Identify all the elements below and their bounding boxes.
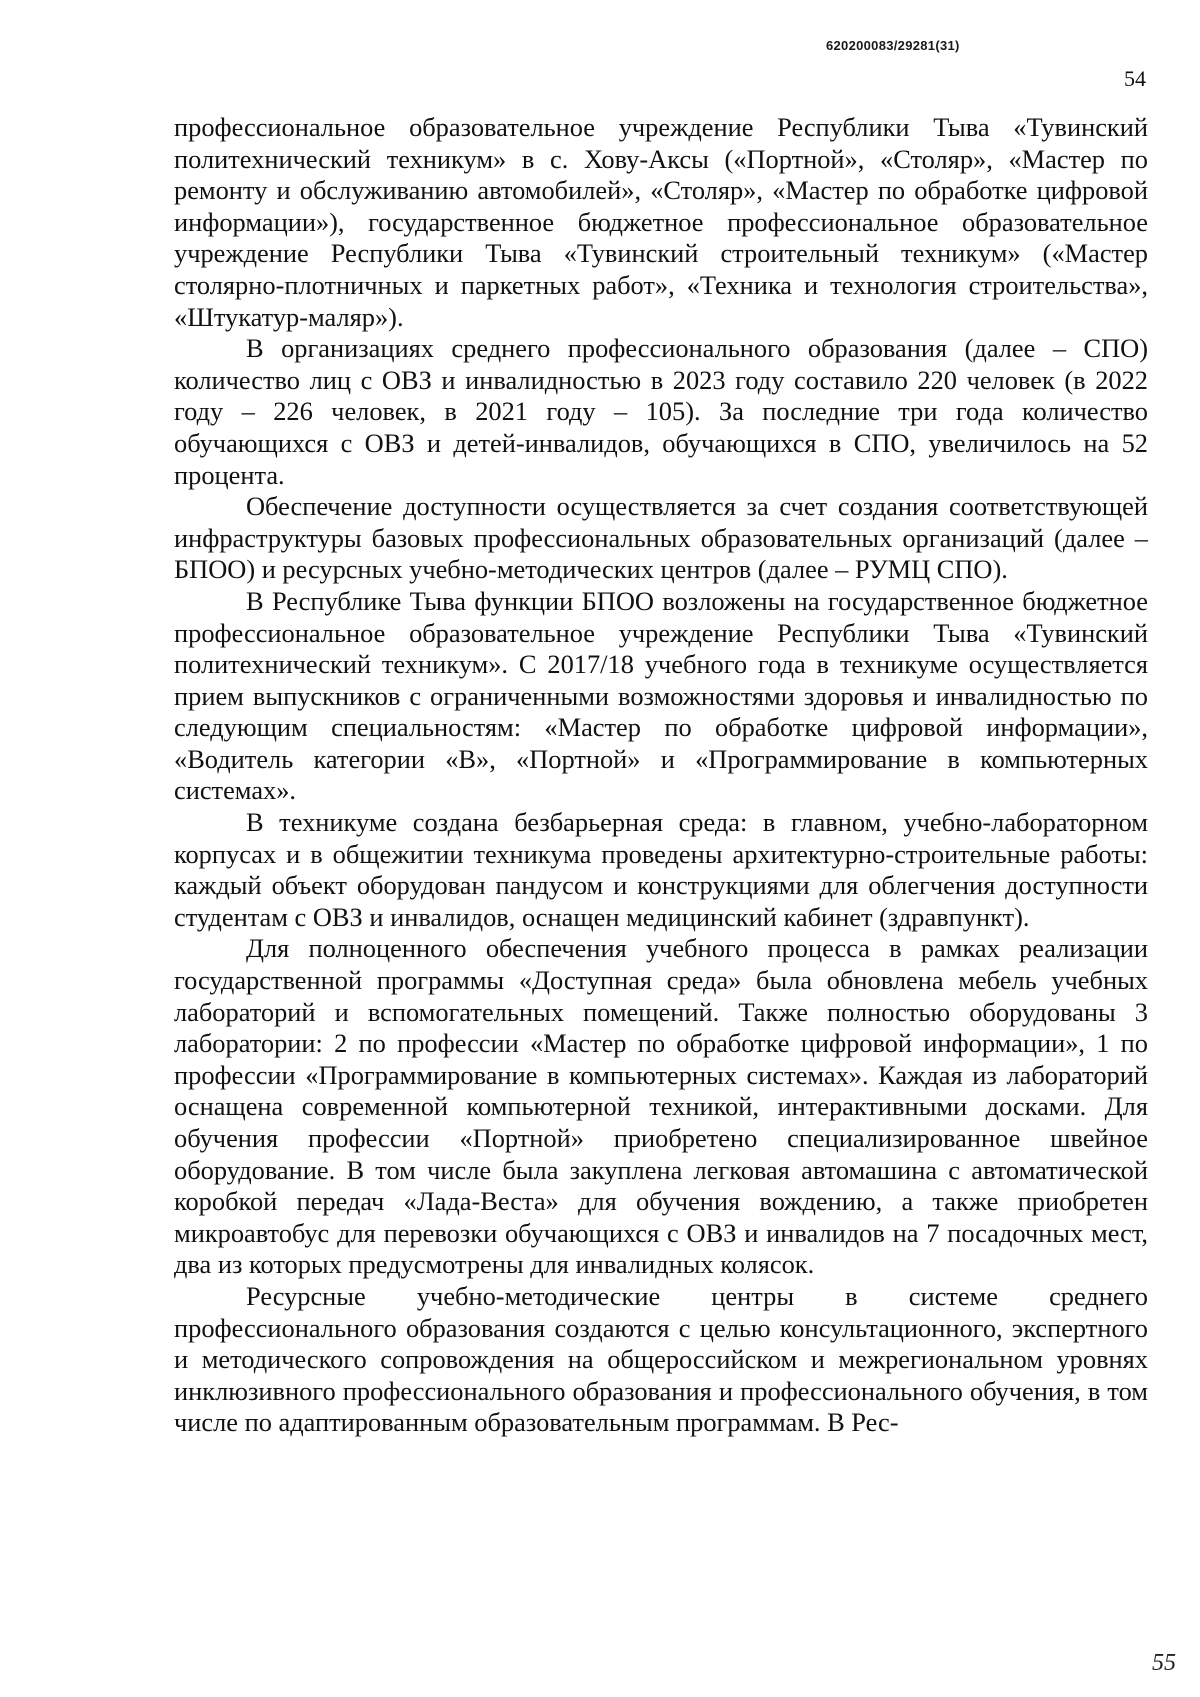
paragraph: В техникуме создана безбарьерная среда: в главном, учебно-лабораторном корпусах и в общежитии техникума проведены архитектурно-строительные работы: каждый объект оборудован пандусом и конструкциями для облегчения доступности студентам с ОВЗ и инвалидов, оснащен медицинский кабинет (здравпункт). xyxy=(174,807,1148,932)
document-body xyxy=(174,112,1148,1439)
paragraph: Обеспечение доступности осуществляется за счет создания соответствующей инфраструктуры базовых профессиональных образовательных организаций (далее – БПОО) и ресурсных учебно-методических центров (далее – РУМЦ СПО). xyxy=(174,491,1148,585)
page-number: 54 xyxy=(1124,66,1146,91)
document-id: 620200083/29281(31) xyxy=(826,38,960,53)
paragraph: Ресурсные учебно-методические центры в системе среднего профессионального образования создаются с целью консультационного, экспертного и методического сопровождения на общероссийском и межрегиональном уровнях инклюзивного профессионального образования и профессионального обучения, в том числе по адаптированным образовательным программам. В Рес- xyxy=(174,1280,1148,1438)
paragraph: профессиональное образовательное учреждение Республики Тыва «Тувинский политехнический техникум» в с. Хову-Аксы («Портной», «Столяр», «Мастер по ремонту и обслуживанию автомобилей», «Столяр», «Мастер по обработке цифровой информации»), государственное бюджетное профессиональное образовательное учреждение Республики Тыва «Тувинский строительный техникум» («Мастер столярно-плотничных и паркетных работ», «Техника и технология строительства», «Штукатур-маляр»). xyxy=(174,112,1148,332)
paragraph: Для полноценного обеспечения учебного процесса в рамках реализации государственной программы «Доступная среда» была обновлена мебель учебных лабораторий и вспомогательных помещений. Также полностью оборудованы 3 лаборатории: 2 по профессии «Мастер по обработке цифровой информации», 1 по профессии «Программирование в компьютерных системах». Каждая из лабораторий оснащена современной компьютерной техникой, интерактивными досками. Для обучения профессии «Портной» приобретено специализированное швейное оборудование. В том числе была закуплена легковая автомашина с автоматической коробкой передач «Лада-Веста» для обучения вождению, а также приобретен микроавтобус для перевозки обучающихся с ОВЗ и инвалидов на 7 посадочных мест, два из которых предусмотрены для инвалидных колясок. xyxy=(174,933,1148,1280)
paragraph: В организациях среднего профессионального образования (далее – СПО) количество лиц с ОВЗ и инвалидностью в 2023 году составило 220 человек (в 2022 году – 226 человек, в 2021 году – 105). За последние три года количество обучающихся с ОВЗ и детей-инвалидов, обучающихся в СПО, увеличилось на 52 процента. xyxy=(174,333,1148,490)
handwritten-page-number: 55 xyxy=(1152,1650,1176,1676)
paragraph: В Республике Тыва функции БПОО возложены на государственное бюджетное профессиональное образовательное учреждение Республики Тыва «Тувинский политехнический техникум». С 2017/18 учебного года в техникуме осуществляется прием выпускников с ограниченными возможностями здоровья и инвалидностью по следующим специальностям: «Мастер по обработке цифровой информации», «Водитель категории «В», «Портной» и «Программирование в компьютерных системах». xyxy=(174,585,1148,806)
